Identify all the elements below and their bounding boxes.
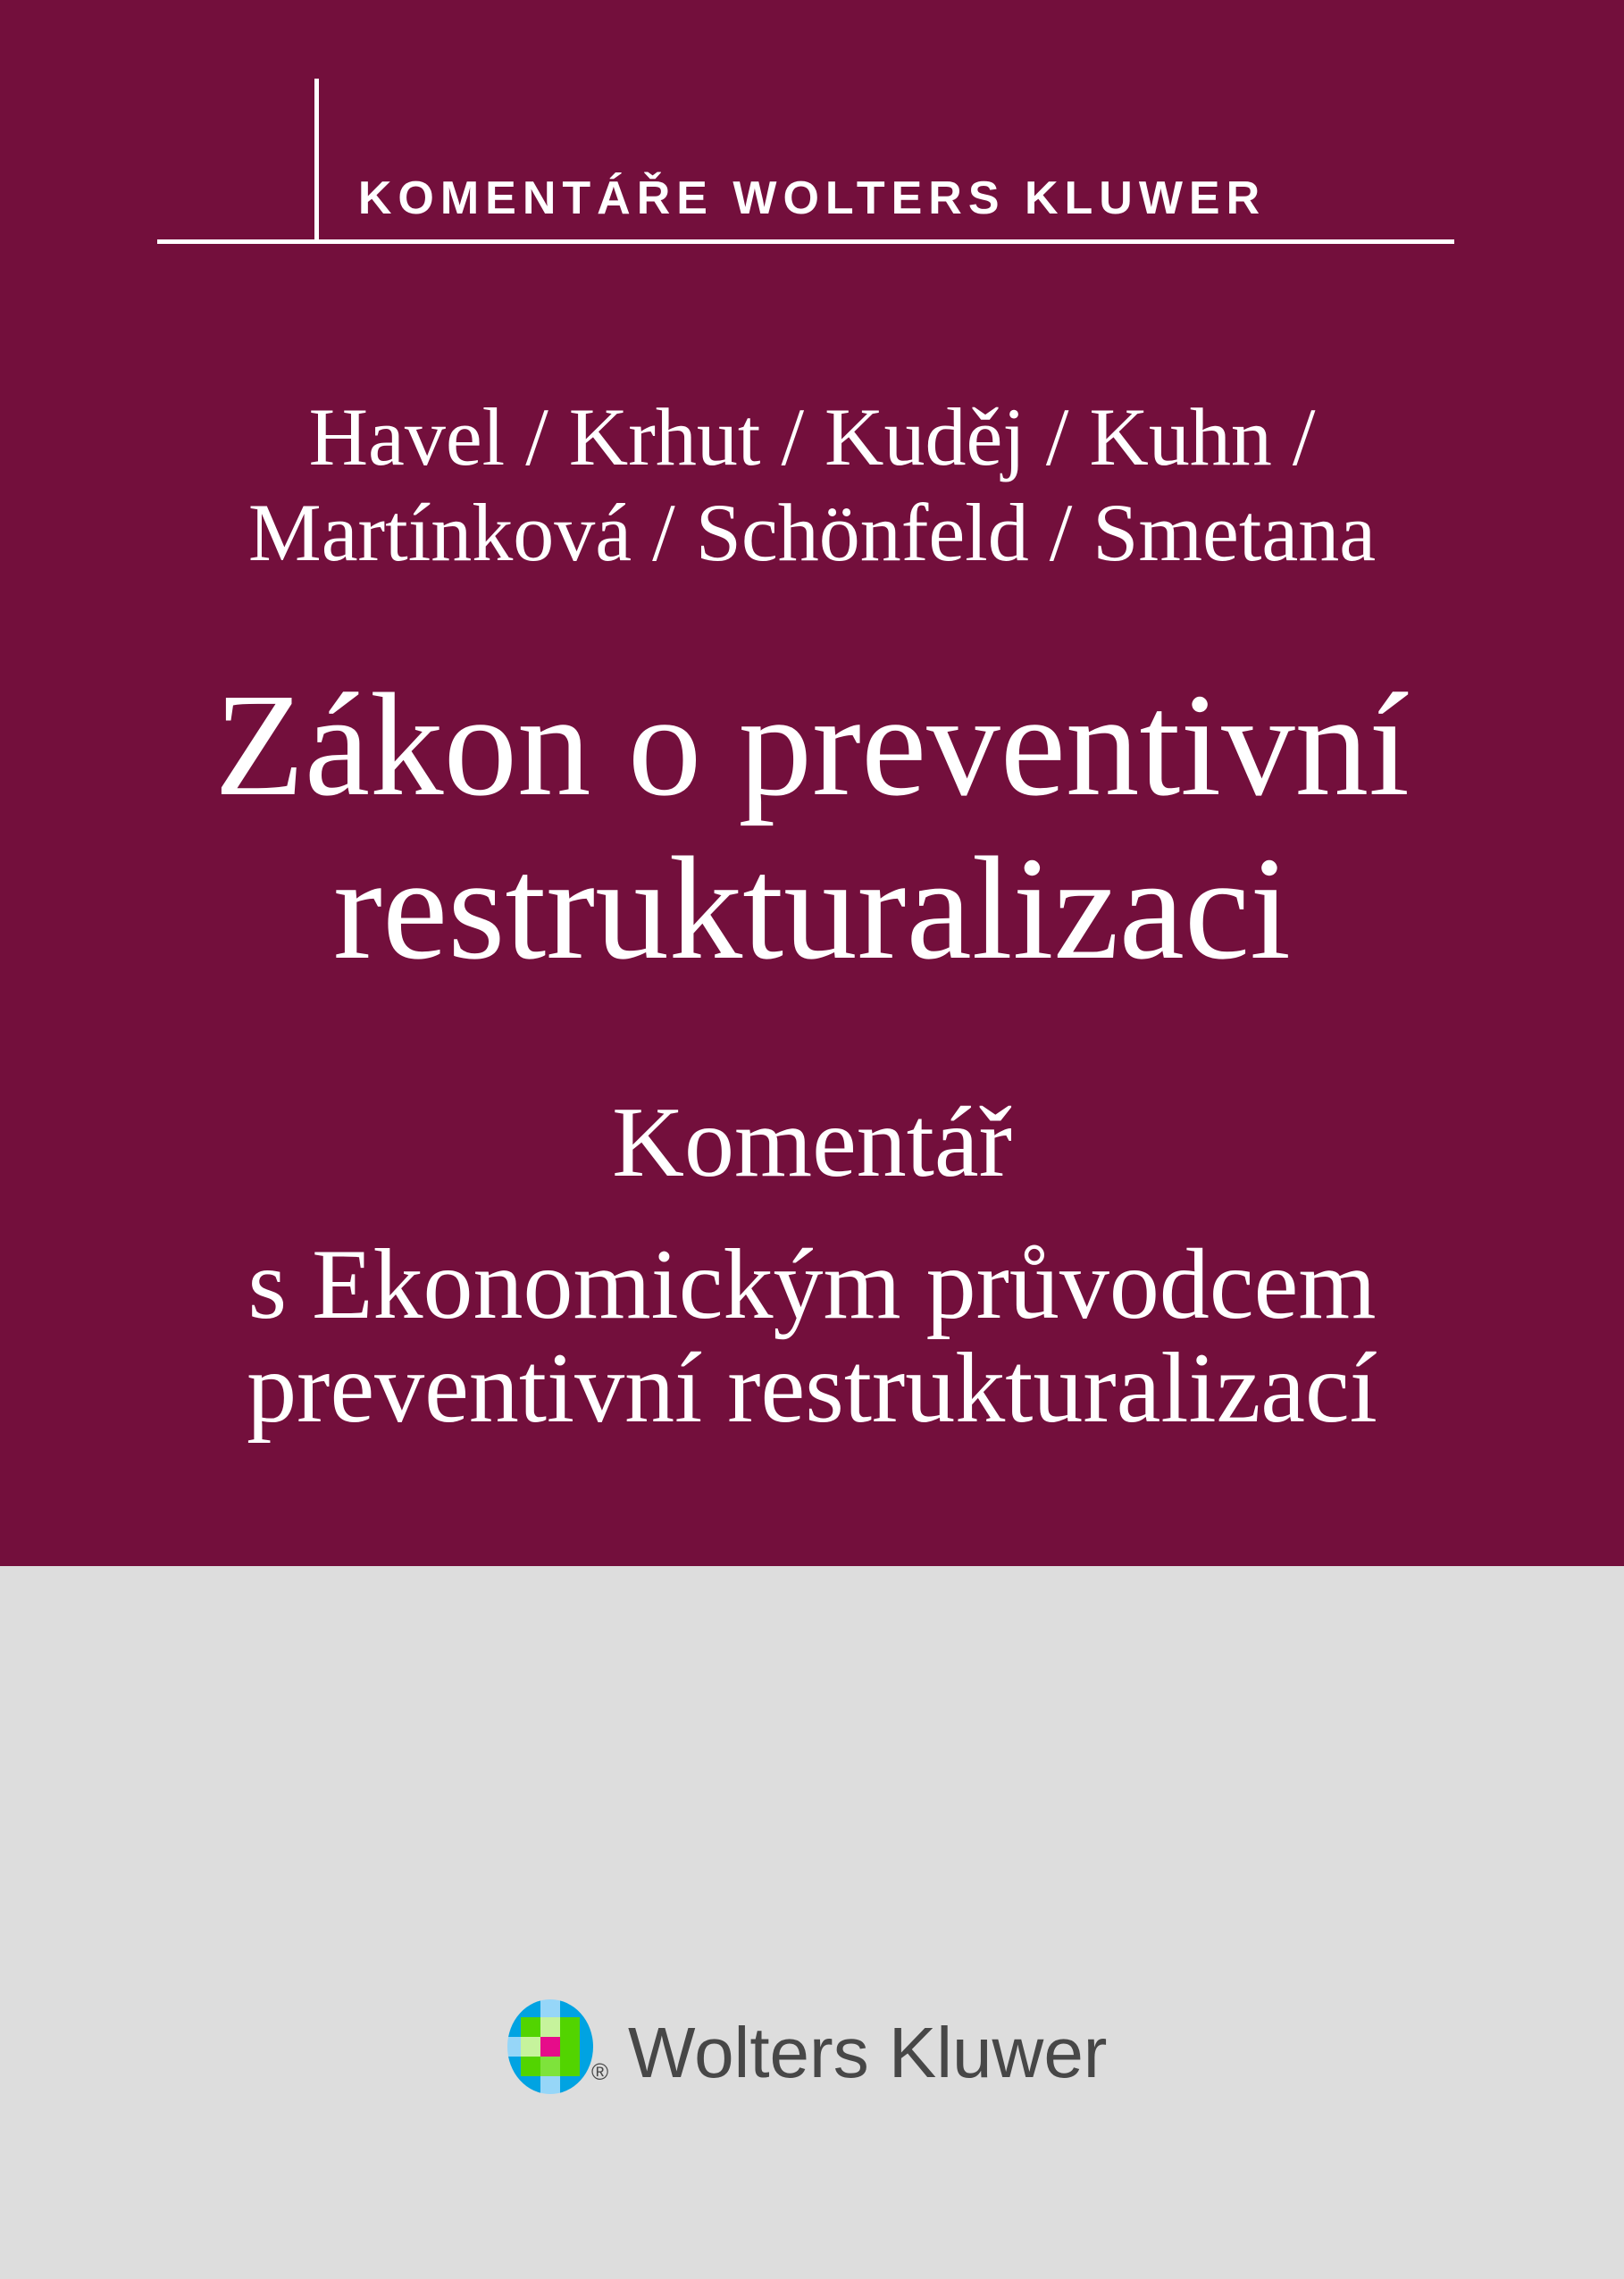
wolters-kluwer-logo-mosaic xyxy=(507,1999,593,2094)
decorative-horizontal-rule xyxy=(157,239,1454,244)
book-title-line-2: restrukturalizaci xyxy=(333,826,1291,990)
authors-block xyxy=(0,390,1624,581)
subtitle-line-1: s Ekonomickým průvodcem xyxy=(247,1229,1377,1340)
registered-trademark-symbol: ® xyxy=(591,2058,609,2085)
book-title-line-1: Zákon o preventivní xyxy=(214,663,1410,826)
subtitle-line-2: preventivní restrukturalizací xyxy=(247,1333,1377,1444)
subtitle-heading: Komentář xyxy=(612,1087,1012,1198)
authors-line-2: Martínková / Schönfeld / Smetana xyxy=(247,487,1377,578)
book-title xyxy=(0,663,1624,990)
series-label: KOMENTÁŘE WOLTERS KLUWER xyxy=(357,172,1267,224)
publisher-name: Wolters Kluwer xyxy=(628,2013,1108,2092)
wolters-kluwer-logo-icon xyxy=(507,1999,593,2094)
authors-line-1: Havel / Krhut / Kuděj / Kuhn / xyxy=(308,391,1316,482)
subtitle-block xyxy=(0,1229,1624,1444)
gray-footer-panel xyxy=(0,1566,1624,2279)
